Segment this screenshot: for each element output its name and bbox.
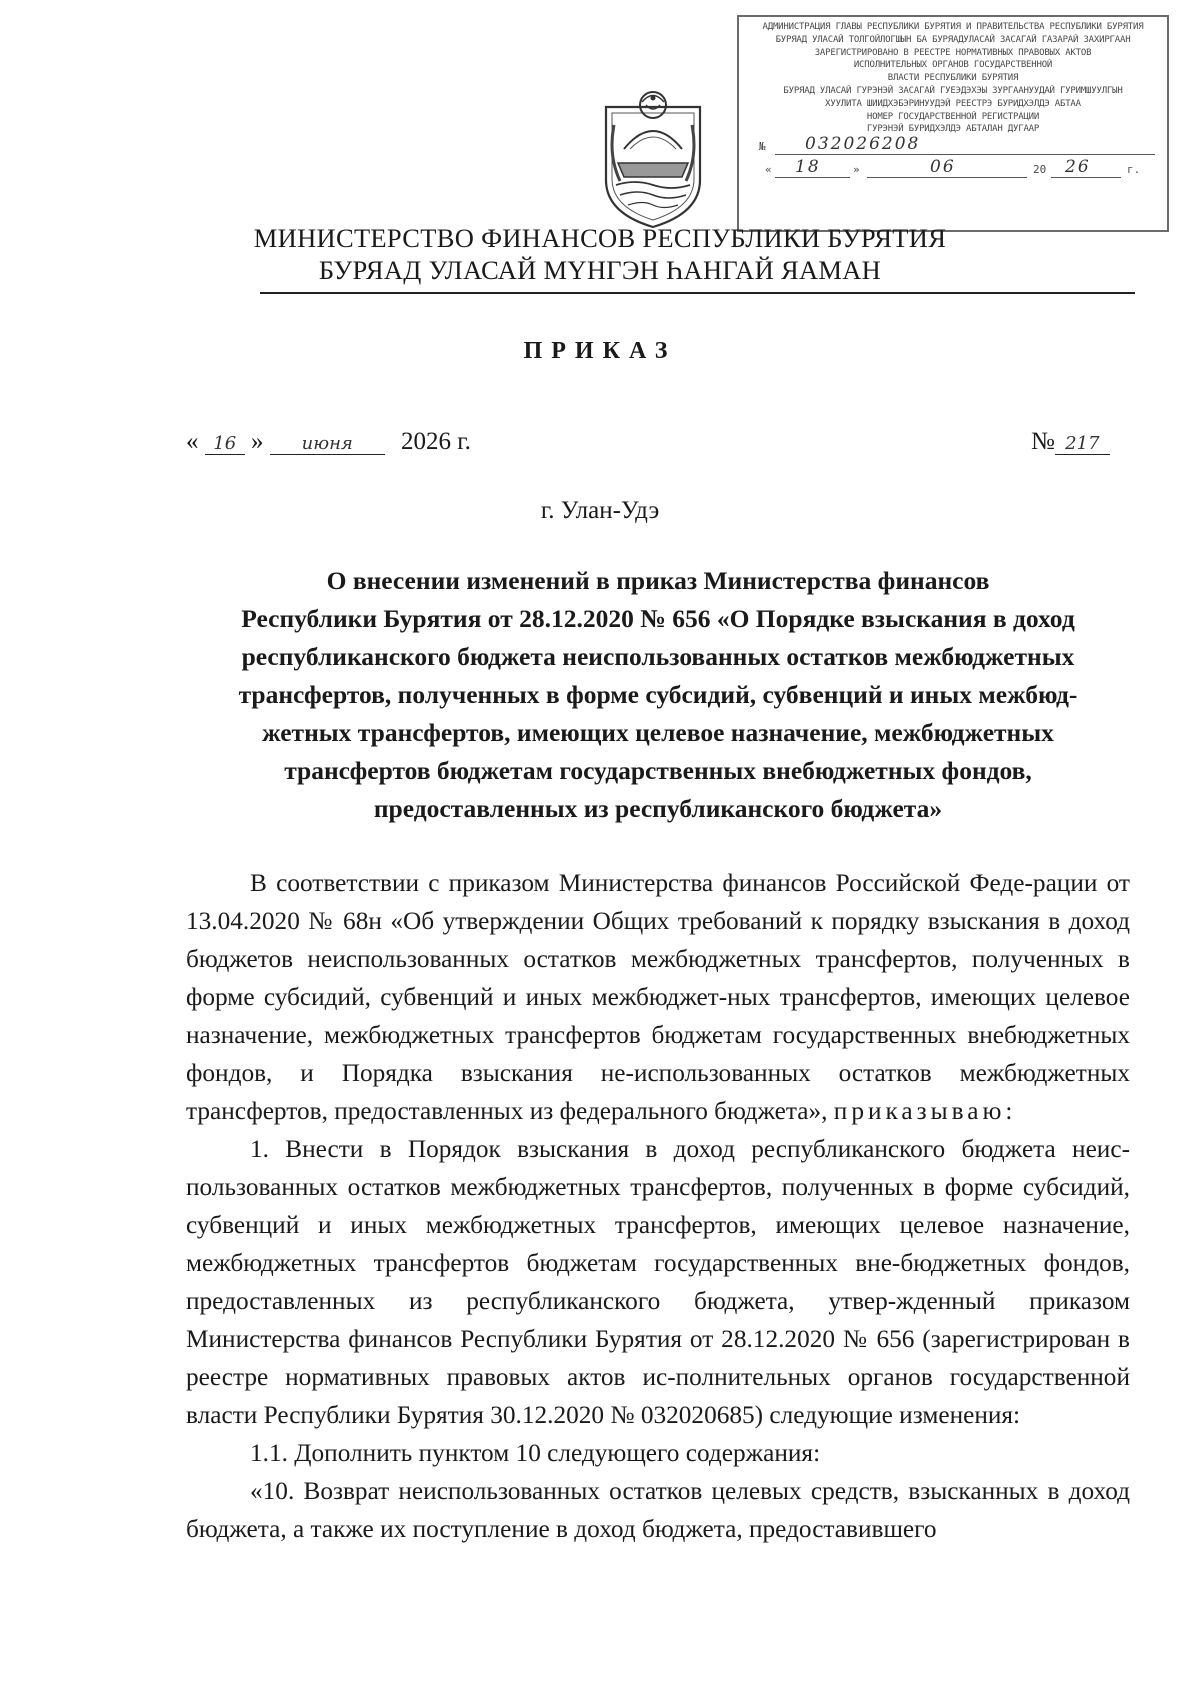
stamp-line: ВЛАСТИ РЕСПУБЛИКИ БУРЯТИЯ [887,73,1019,84]
title-line: предоставленных из республиканского бюджета» [373,794,943,823]
order-title [186,562,1130,828]
body-paragraph: 1. Внести в Порядок взыскания в доход республиканского бюджета неис-пользованных остатков межбюджетных трансфертов, полученных в форме субсидий, субвенций и иных межбюджетных трансфертов, имеющих целевое назначение, межбюджетных трансфертов бюджетам государственных вне-бюджетных фондов, предоставленных из республиканского бюджета, утвер-жденный приказом Министерства финансов Республики Бурятия от 28.12.2020 № 656 (зарегистрирован в реестре нормативных правовых актов ис-полнительных органов государственной власти Республики Бурятия 30.12.2020 № 032020685) следующие изменения: [186,1135,1130,1429]
stamp-number-row [745,136,1161,159]
city: г. Улан-Удэ [540,497,660,524]
order-number [1031,428,1110,456]
registration-stamp [737,15,1169,232]
stamp-date-day: 18 [795,157,821,178]
stamp-line: БУРЯАД УЛАСАЙ ТОЛГОЙЛОГШЫН БА БУРЯАДУЛАСАЙ ЗАСАГАЙ ГАЗАРАЙ ЗАХИРГААН [775,34,1131,45]
stamp-date-row [745,159,1161,182]
ministry-name-ru: МИНИСТЕРСТВО ФИНАНСОВ РЕСПУБЛИКИ БУРЯТИЯ [253,223,947,253]
header-divider [260,292,1135,294]
stamp-date-suffix: г. [1127,163,1141,177]
stamp-line: ИСПОЛНИТЕЛЬНЫХ ОРГАНОВ ГОСУДАРСТВЕННОЙ [853,60,1053,71]
title-line: жетных трансфертов, имеющих целевое назначение, межбюджетных [262,718,1054,747]
date-month: июня [270,433,385,455]
date-day: 16 [205,433,245,455]
order-date [186,428,471,456]
paragraph-text: В соответствии с приказом Министерства финансов Российской Феде-рации от 13.04.2020 № 68н «Об утверждении Общих требований к порядку взыскания в доход бюджетов неиспользованных остатков межбюджетных трансфертов, полученных в форме субсидий, субвенций и иных межбюджет-ных трансфертов, имеющих целевое назначение, межбюджетных трансфертов бюджетам государственных внебюджетных фондов, и Порядка взыскания не-использованных остатков межбюджетных трансфертов, предоставленных из федерального бюджета», [186,869,1130,1125]
stamp-date-month: 06 [930,157,956,178]
number-label: № [1031,428,1055,455]
ministry-name-bua: БУРЯАД УЛАСАЙ МYНГЭН ҺАНГАЙ ЯАМАН [318,255,882,285]
document-type: ПРИКАЗ [523,338,677,364]
date-close-quote: » [251,428,264,455]
title-line: трансфертов, полученных в форме субсидий, субвенций и иных межбюд- [238,680,1078,709]
date-open-quote: « [186,428,199,455]
order-directive: приказываю: [833,1097,1017,1125]
stamp-number-value: 032026208 [805,134,921,155]
title-line: Республики Бурятия от 28.12.2020 № 656 «О Порядке взыскания в доход [241,604,1075,633]
coat-of-arms-emblem [598,85,708,230]
order-body [186,864,1130,1548]
number-value: 217 [1055,433,1110,455]
title-line: трансфертов бюджетам государственных внебюджетных фондов, [284,756,1032,785]
stamp-line: ГУРЭНЭЙ БУРИДХЭЛДЭ АБТАЛАН ДУГААР [866,124,1040,135]
stamp-line: АДМИНИСТРАЦИЯ ГЛАВЫ РЕСПУБЛИКИ БУРЯТИЯ И ПРАВИТЕЛЬСТВА РЕСПУБЛИКИ БУРЯТИЯ [762,22,1144,32]
title-line: республиканского бюджета неиспользованных остатков межбюджетных [241,642,1075,671]
body-paragraph [186,864,1130,1130]
stamp-date-year: 26 [1065,157,1091,178]
title-line: О внесении изменений в приказ Министерства финансов [326,566,990,595]
stamp-line: НОМЕР ГОСУДАРСТВЕННОЙ РЕГИСТРАЦИИ [866,111,1040,122]
stamp-line: ХУУЛИТА ШИИДХЭБЭРИНУУДЭЙ РЕЕСТРЭ БУРИДХЭЛДЭ АБТАА [825,98,1081,109]
stamp-date-open-quote: « [765,163,772,177]
stamp-line: БУРЯАД УЛАСАЙ ГУРЭНЭЙ ЗАСАГАЙ ГУЕЭДЭХЭЫ ЗУРГААНУУДАЙ ГУРИМШУУЛГЫН [783,85,1123,96]
body-paragraph: 1.1. Дополнить пунктом 10 следующего содержания: [250,1439,821,1467]
stamp-date-year-prefix: 20 [1033,163,1047,177]
date-year: 2026 г. [401,428,471,455]
body-paragraph: «10. Возврат неиспользованных остатков целевых средств, взысканных в доход бюджета, а также их поступление в доход бюджета, предоставившего [186,1477,1130,1543]
stamp-date-close-quote: » [853,163,860,177]
stamp-line: ЗАРЕГИСТРИРОВАНО В РЕЕСТРЕ НОРМАТИВНЫХ ПРАВОВЫХ АКТОВ [814,47,1092,58]
stamp-number-label: № [759,140,766,154]
